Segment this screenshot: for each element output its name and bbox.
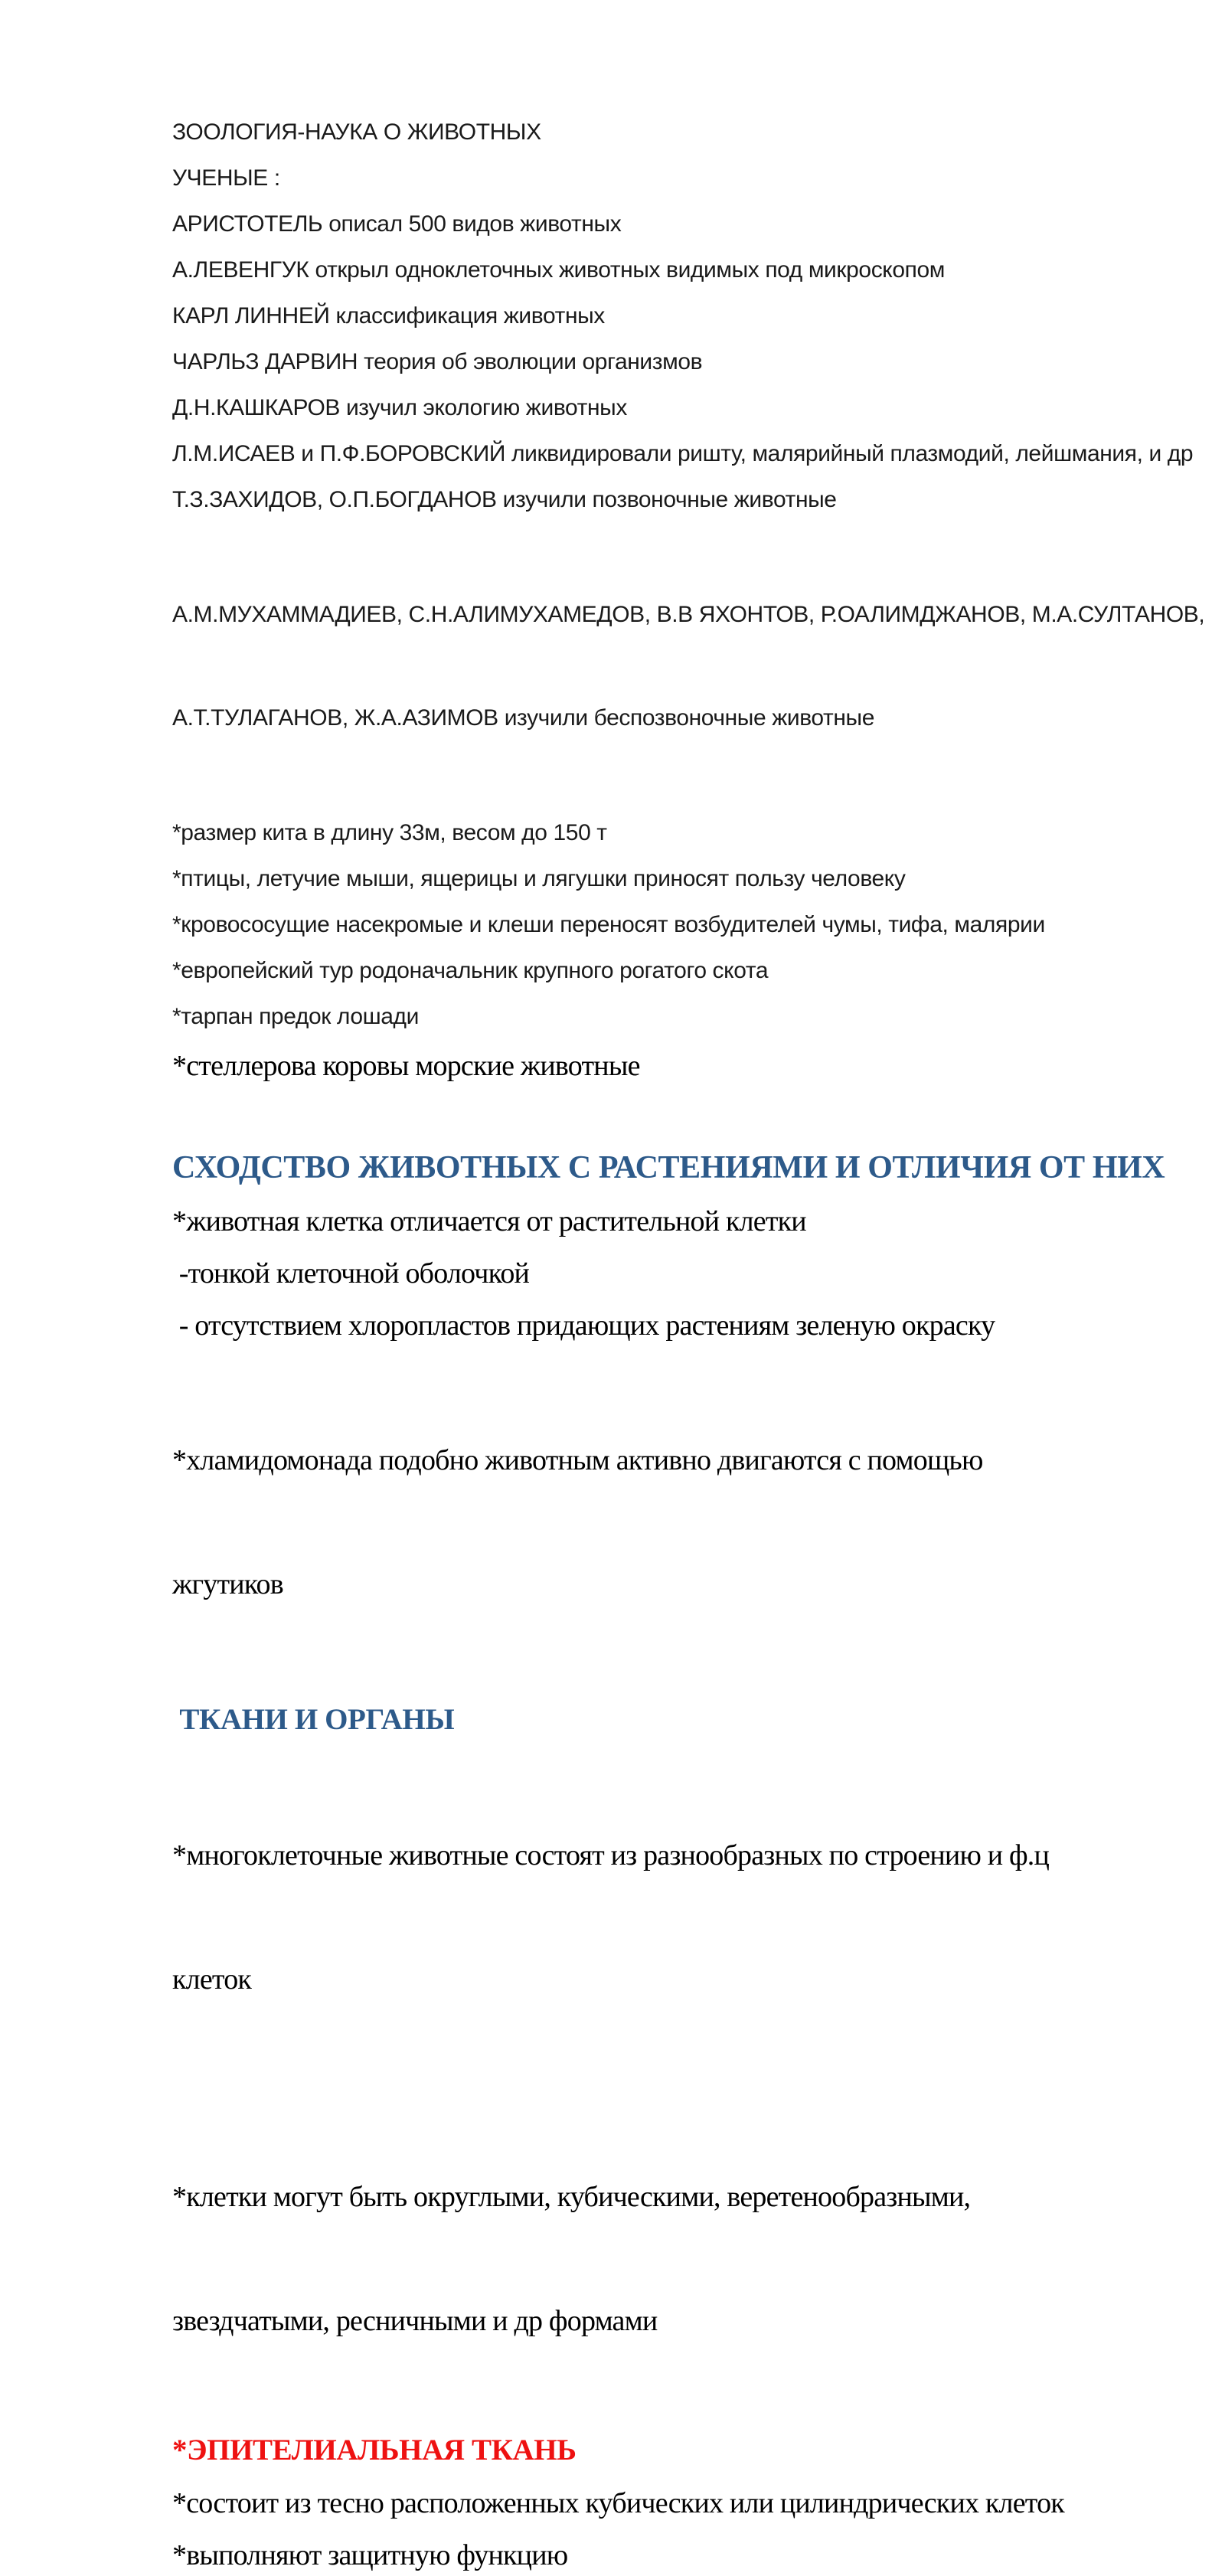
note-protective-function: *выполняют защитную функцию bbox=[172, 2539, 568, 2571]
note-multicellular-line-1: *многоклеточные животные состоят из разнообразных по строению и ф.ц bbox=[172, 1839, 1050, 1872]
note-cell-shapes-line-2: звездчатыми, ресничными и др формами bbox=[172, 2305, 658, 2337]
fact-invertebrate-scientists bbox=[172, 528, 1205, 804]
fact-isaev-borovskiy: Л.М.ИСАЕВ и П.Ф.БОРОВСКИЙ ликвидировали ришту, малярийный плазмодий, лейшмания, и др bbox=[172, 441, 1194, 466]
note-useful-animals: *птицы, летучие мыши, ящерицы и лягушки приносят пользу человеку bbox=[172, 866, 906, 891]
note-tarpan: *тарпан предок лошади bbox=[172, 1004, 420, 1029]
note-thin-membrane: -тонкой клеточной оболочкой bbox=[172, 1257, 530, 1290]
heading-epithelial-tissue: *ЭПИТЕЛИАЛЬНАЯ ТКАНЬ bbox=[172, 2434, 577, 2466]
note-no-chloroplasts: - отсутствием хлоропластов придающих растениям зеленую окраску bbox=[172, 1309, 995, 1342]
fact-zahidov-bogdanov: Т.З.ЗАХИДОВ, О.П.БОГДАНОВ изучили позвоночные животные bbox=[172, 487, 837, 512]
note-chlamydomonada-line-1: *хламидомонада подобно животным активно двигаются с помощью bbox=[172, 1444, 983, 1476]
fact-invertebrate-scientists-line-2: А.Т.ТУЛАГАНОВ, Ж.А.АЗИМОВ изучили беспозвоночные животные bbox=[172, 705, 875, 731]
fact-darvin: ЧАРЛЬЗ ДАРВИН теория об эволюции организмов bbox=[172, 349, 703, 374]
note-cell-shapes bbox=[172, 2094, 1179, 2424]
note-chlamydomonada bbox=[172, 1357, 1179, 1688]
note-steller-cow: *стеллерова коровы морские животные bbox=[172, 1050, 640, 1082]
note-whale-size: *размер кита в длину 33м, весом до 150 т bbox=[172, 820, 607, 845]
note-epithelial-structure: *состоит из тесно расположенных кубических или цилиндрических клеток bbox=[172, 2487, 1064, 2519]
section-heading-similarity: СХОДСТВО ЖИВОТНЫХ С РАСТЕНИЯМИ И ОТЛИЧИЯ ОТ НИХ bbox=[172, 1150, 1165, 1185]
note-chlamydomonada-line-2: жгутиков bbox=[172, 1568, 283, 1600]
fact-aristotel: АРИСТОТЕЛЬ описал 500 видов животных bbox=[172, 211, 622, 237]
fact-kashkarov: Д.Н.КАШКАРОВ изучил экологию животных bbox=[172, 395, 627, 420]
note-animal-cell: *животная клетка отличается от растительной клетки bbox=[172, 1205, 806, 1237]
section-heading-tissues: ТКАНИ И ОРГАНЫ bbox=[172, 1703, 455, 1736]
intro-title: ЗООЛОГИЯ-НАУКА О ЖИВОТНЫХ bbox=[172, 119, 541, 145]
fact-levenguk: А.ЛЕВЕНГУК открыл одноклеточных животных видимых под микроскопом bbox=[172, 257, 946, 283]
note-european-tur: *европейский тур родоначальник крупного рогатого скота bbox=[172, 958, 769, 983]
note-cell-shapes-line-1: *клетки могут быть округлыми, кубическими, веретенообразными, bbox=[172, 2181, 971, 2213]
note-multicellular bbox=[172, 1752, 1179, 2083]
scientists-heading: УЧЕНЫЕ : bbox=[172, 165, 280, 191]
fact-linney: КАРЛ ЛИННЕЙ классификация животных bbox=[172, 303, 605, 329]
fact-invertebrate-scientists-line-1: А.М.МУХАММАДИЕВ, С.Н.АЛИМУХАМЕДОВ, В.В ЯХОНТОВ, Р.ОАЛИМДЖАНОВ, М.А.СУЛТАНОВ, bbox=[172, 602, 1205, 627]
note-multicellular-line-2: клеток bbox=[172, 1963, 252, 1996]
note-bloodsucking-insects: *кровососущие насекромые и клеши переносят возбудителей чумы, тифа, малярии bbox=[172, 912, 1045, 937]
